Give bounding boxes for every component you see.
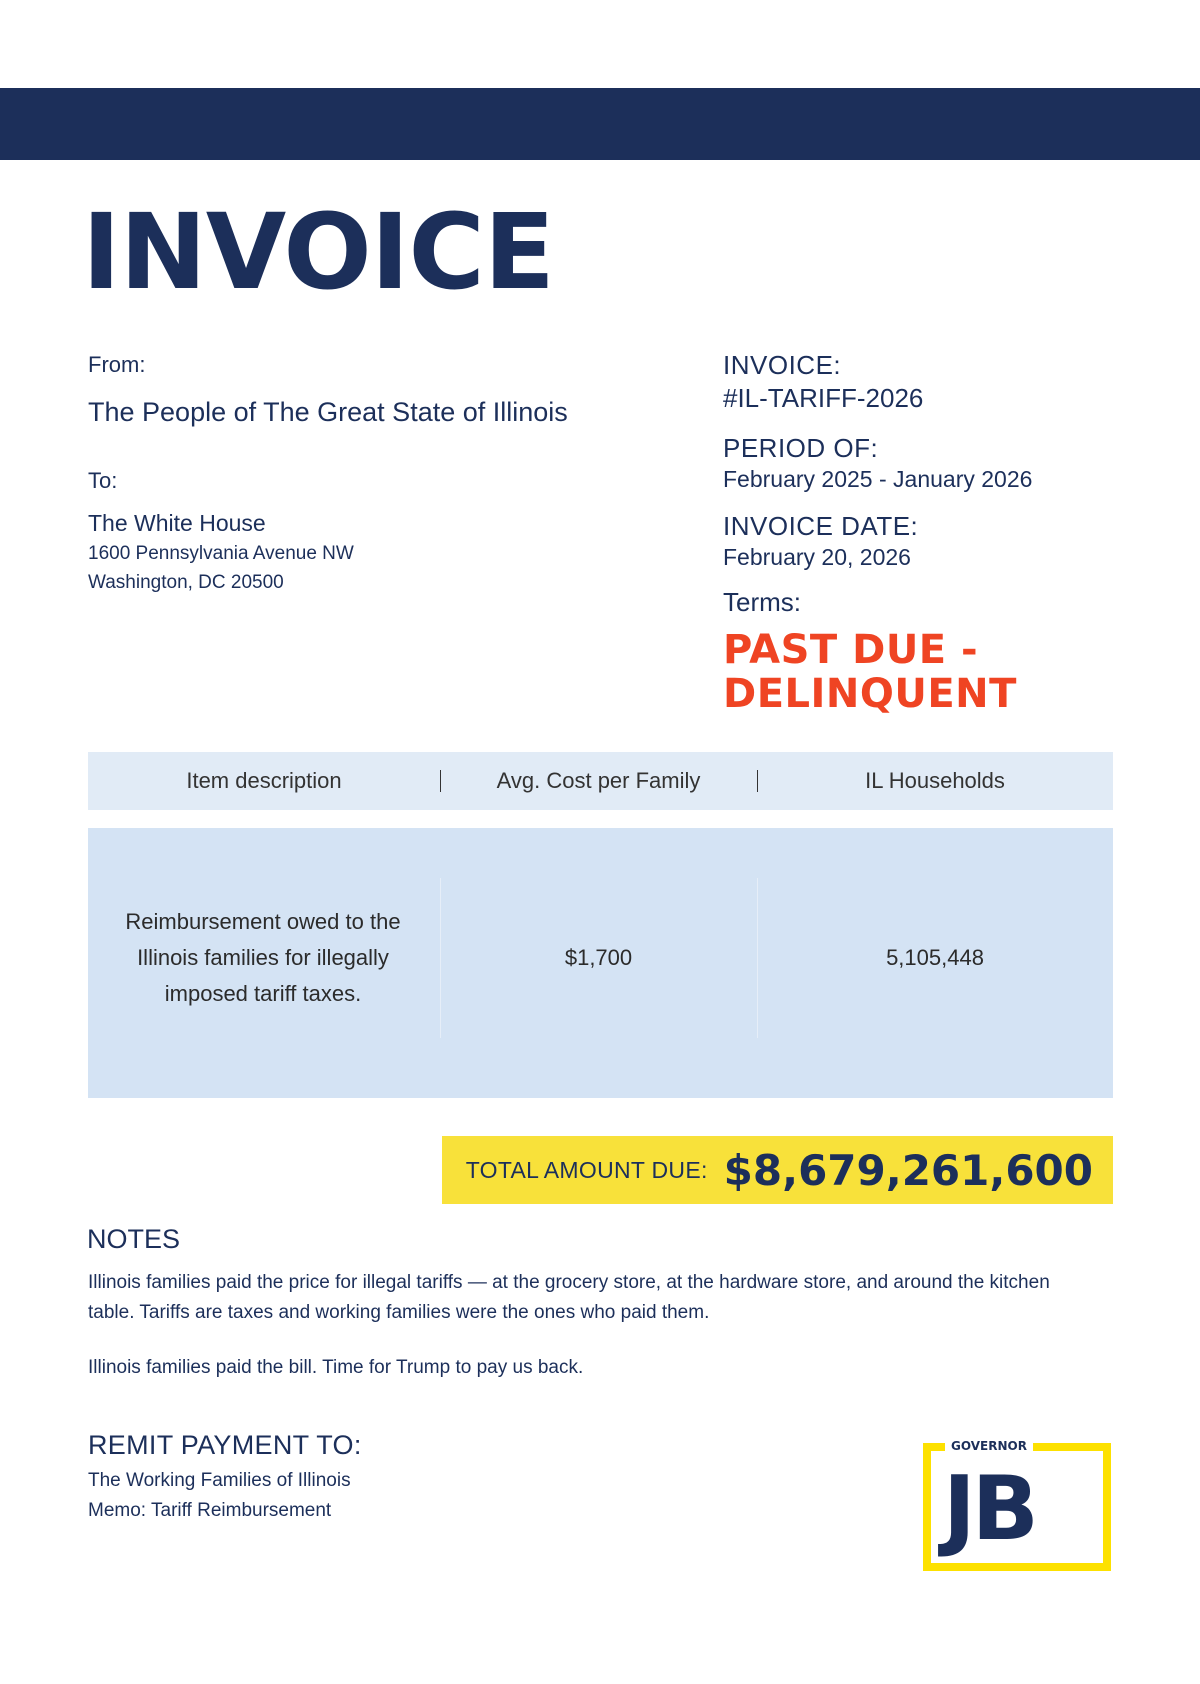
remit-memo: Memo: Tariff Reimbursement [88, 1500, 332, 1521]
terms-block [723, 587, 1017, 716]
period-value: February 2025 - January 2026 [723, 466, 1033, 492]
total-label: TOTAL AMOUNT DUE: [465, 1156, 708, 1183]
invoice-number: #IL-TARIFF-2026 [723, 383, 924, 413]
header-band [0, 88, 1200, 160]
governor-jb-logo [923, 1439, 1111, 1571]
cell-avg-cost: $1,700 [564, 945, 633, 970]
notes-heading: NOTES [87, 1224, 181, 1254]
invoice-date-label: INVOICE DATE: [723, 511, 919, 541]
from-name: The People of The Great State of Illinois [88, 397, 568, 427]
to-address-line1: 1600 Pennsylvania Avenue NW [88, 543, 354, 564]
table-header [88, 752, 1113, 810]
total-value: $8,679,261,600 [723, 1145, 1093, 1195]
invoice-date-value: February 20, 2026 [723, 544, 911, 570]
cell-description: Reimbursement owed to the Illinois families for illegally imposed tariff taxes. [125, 909, 401, 1006]
invoice-date-block [723, 511, 918, 571]
period-label: PERIOD OF: [723, 433, 879, 463]
page-title: INVOICE [82, 191, 554, 313]
notes-paragraph: Illinois families paid the price for illegal tariffs — at the grocery store, at the hardware store, and around the kitchen table. Tariffs are taxes and working families were the ones who paid them. [88, 1272, 1050, 1323]
to-name: The White House [88, 510, 266, 536]
remit-payee: The Working Families of Illinois [88, 1470, 351, 1491]
terms-status-line2: DELINQUENT [723, 671, 1017, 717]
invoice-number-block [723, 350, 923, 414]
to-address-line2: Washington, DC 20500 [88, 572, 284, 593]
terms-status-line1: PAST DUE - [723, 627, 979, 673]
logo-governor-text: GOVERNOR [945, 1439, 1033, 1453]
table-row [88, 828, 1113, 1098]
column-header-avg-cost: Avg. Cost per Family [496, 768, 701, 793]
total-amount-due [442, 1136, 1113, 1204]
to-label: To: [88, 468, 118, 493]
notes-paragraph: Illinois families paid the bill. Time for Trump to pay us back. [88, 1357, 584, 1378]
from-label: From: [88, 352, 146, 377]
column-header-description: Item description [186, 768, 342, 793]
remit-heading: REMIT PAYMENT TO: [88, 1430, 362, 1460]
invoice-label: INVOICE: [723, 350, 842, 380]
cell-households: 5,105,448 [886, 945, 984, 970]
terms-label: Terms: [723, 587, 801, 617]
period-block [723, 433, 1032, 493]
logo-initials: JB [943, 1457, 1035, 1560]
column-header-households: IL Households [865, 768, 1005, 793]
